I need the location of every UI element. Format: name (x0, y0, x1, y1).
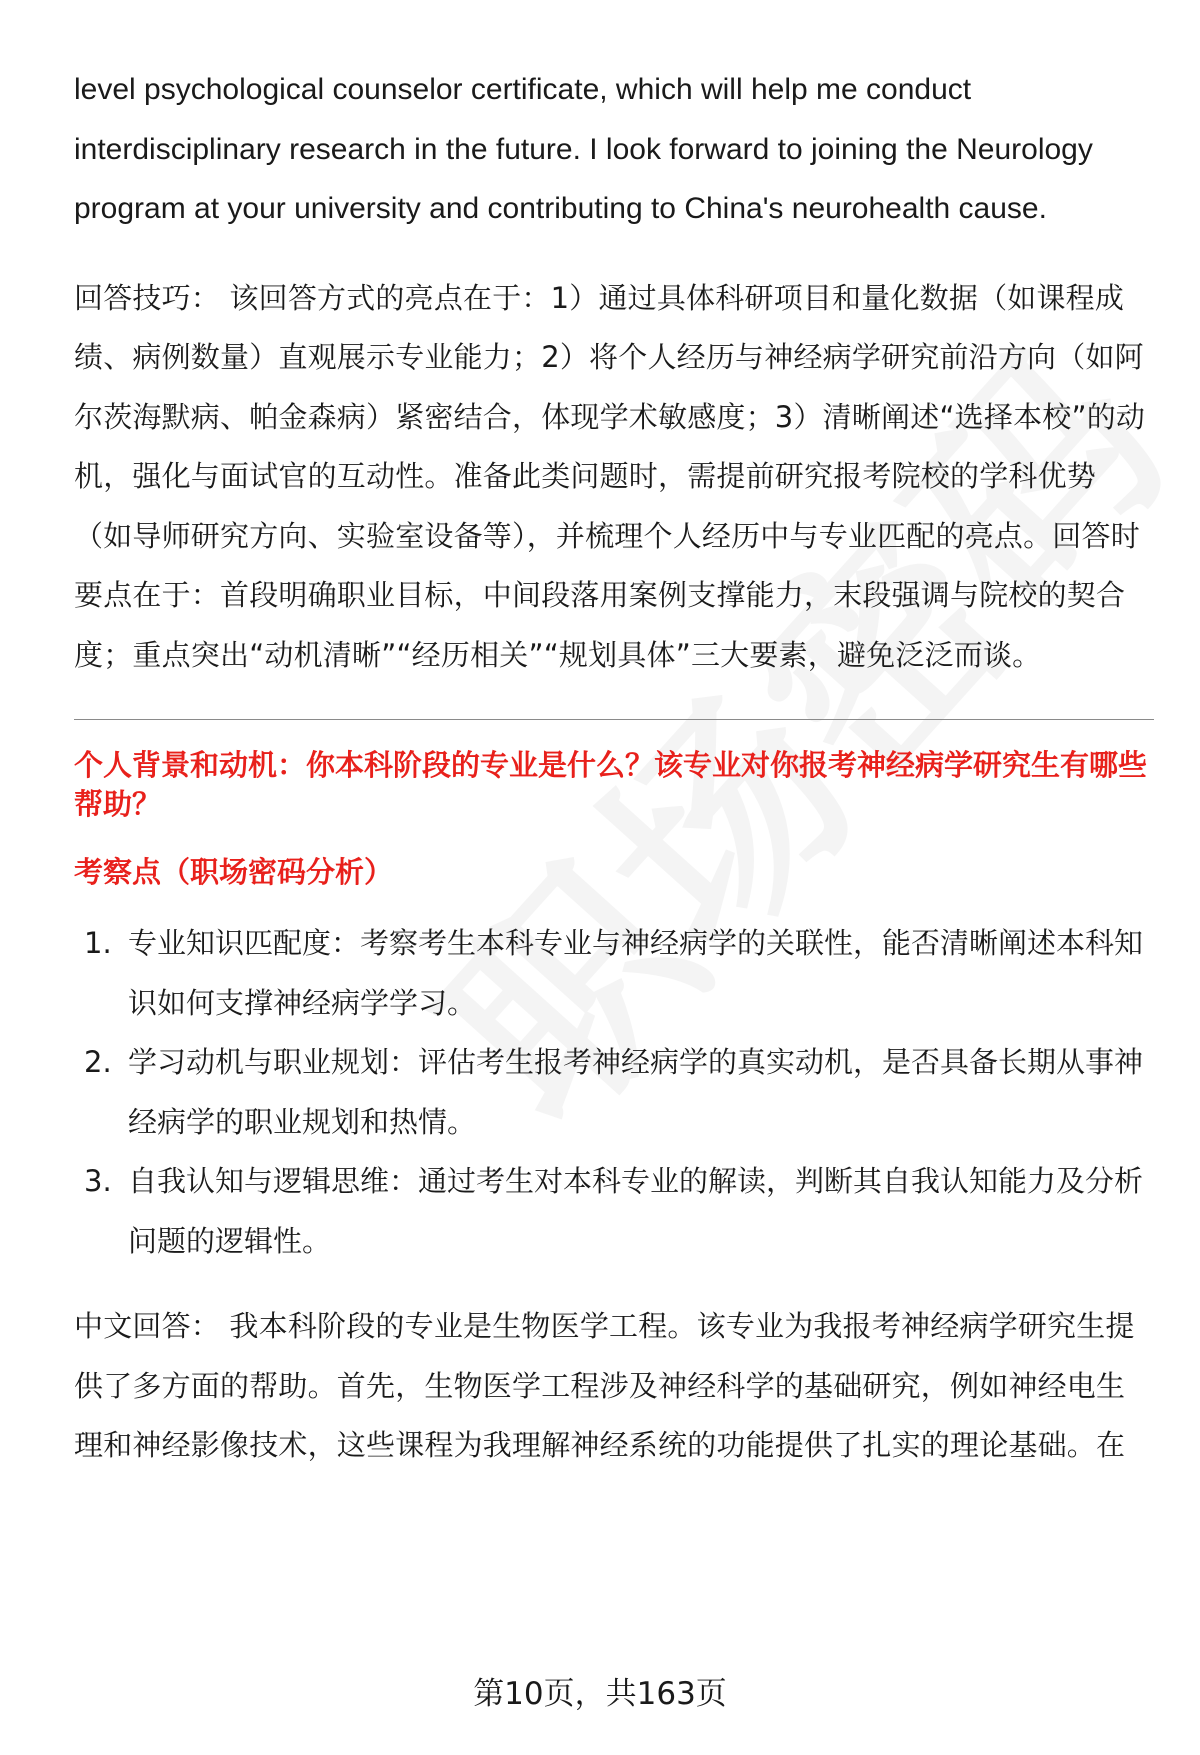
question-title: 个人背景和动机：你本科阶段的专业是什么？该专业对你报考神经病学研究生有哪些帮助？ (74, 748, 1148, 821)
chinese-answer: 中文回答： 我本科阶段的专业是生物医学工程。该专业为我报考神经病学研究生提供了多方面的帮助。首先，生物医学工程涉及神经科学的基础研究，例如神经电生理和神经影像技术，这些课程为我理解神经系统的功能提供了扎实的理论基础。在 (74, 1309, 1135, 1462)
list-item (74, 1033, 1154, 1152)
list-item-text: 自我认知与逻辑思维：通过考生对本科专业的解读，判断其自我认知能力及分析问题的逻辑性。 (128, 1164, 1144, 1258)
analysis-heading: 考察点（职场密码分析） (74, 855, 394, 889)
page-number: 第10页，共163页 (473, 1676, 727, 1712)
list-item (74, 1152, 1154, 1271)
answer-tips: 回答技巧： 该回答方式的亮点在于：1）通过具体科研项目和量化数据（如课程成绩、病例数量）直观展示专业能力；2）将个人经历与神经病学研究前沿方向（如阿尔茨海默病、帕金森病）紧密结合，体现学术敏感度；3）清晰阐述“选择本校”的动机，强化与面试官的互动性。准备此类问题时，需提前研究报考院校的学科优势（如导师研究方向、实验室设备等），并梳理个人经历中与专业匹配的亮点。回答时要点在于：首段明确职业目标，中间段落用案例支撑能力，末段强调与院校的契合度；重点突出“动机清晰”“经历相关”“规划具体”三大要素，避免泛泛而谈。 (74, 280, 1146, 672)
list-item (74, 914, 1154, 1033)
list-item-text: 专业知识匹配度：考察考生本科专业与神经病学的关联性，能否清晰阐述本科知识如何支撑神经病学学习。 (128, 926, 1144, 1020)
list-item-number: 2. (84, 1045, 112, 1079)
list-item-number: 3. (84, 1164, 112, 1198)
answer-english-tail: level psychological counselor certificate, which will help me conduct interdisciplinary research in the future. I look forward to joining the Neurology program at your university and contributing to China's neurohealth cause. (74, 73, 1093, 225)
document-page (74, 60, 1154, 1476)
list-item-number: 1. (84, 926, 112, 960)
analysis-list (74, 914, 1154, 1271)
list-item-text: 学习动机与职业规划：评估考生报考神经病学的真实动机，是否具备长期从事神经病学的职业规划和热情。 (128, 1045, 1144, 1139)
